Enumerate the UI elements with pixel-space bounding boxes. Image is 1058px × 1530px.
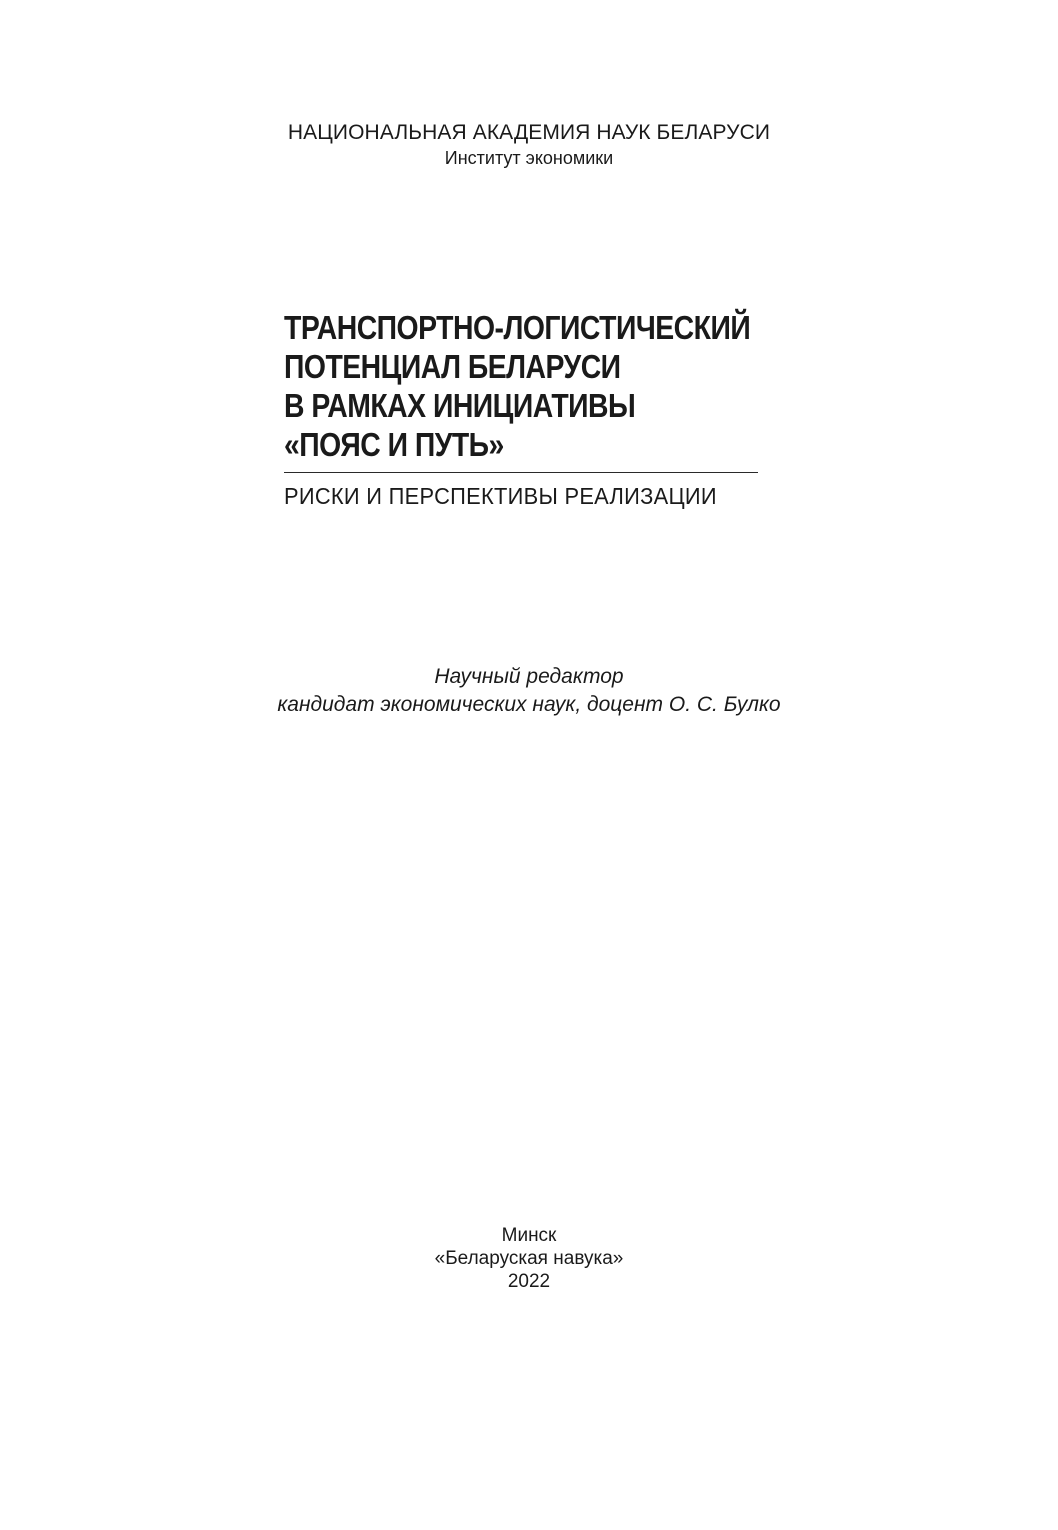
scientific-editor xyxy=(0,663,1058,719)
publisher-imprint xyxy=(0,1224,1058,1293)
editor-role: Научный редактор xyxy=(434,665,624,688)
title-line-3: В РАМКАХ ИНИЦИАТИВЫ xyxy=(284,387,636,424)
academy-name: НАЦИОНАЛЬНАЯ АКАДЕМИЯ НАУК БЕЛАРУСИ xyxy=(287,121,771,144)
title-divider xyxy=(284,472,758,473)
title-line-4: «ПОЯС И ПУТЬ» xyxy=(284,426,504,463)
imprint-city: Минск xyxy=(501,1225,557,1246)
imprint-year: 2022 xyxy=(507,1271,551,1292)
title-line-2: ПОТЕНЦИАЛ БЕЛАРУСИ xyxy=(284,348,621,385)
institute-name: Институт экономики xyxy=(444,148,614,168)
imprint-publisher: «Беларуская навука» xyxy=(434,1248,624,1269)
book-title-block xyxy=(284,308,758,510)
editor-name: кандидат экономических наук, доцент О. С. Булко xyxy=(277,693,781,716)
title-line-1: ТРАНСПОРТНО-ЛОГИСТИЧЕСКИЙ xyxy=(284,309,751,346)
organization-header xyxy=(0,120,1058,170)
book-subtitle: РИСКИ И ПЕРСПЕКТИВЫ РЕАЛИЗАЦИИ xyxy=(284,483,717,509)
